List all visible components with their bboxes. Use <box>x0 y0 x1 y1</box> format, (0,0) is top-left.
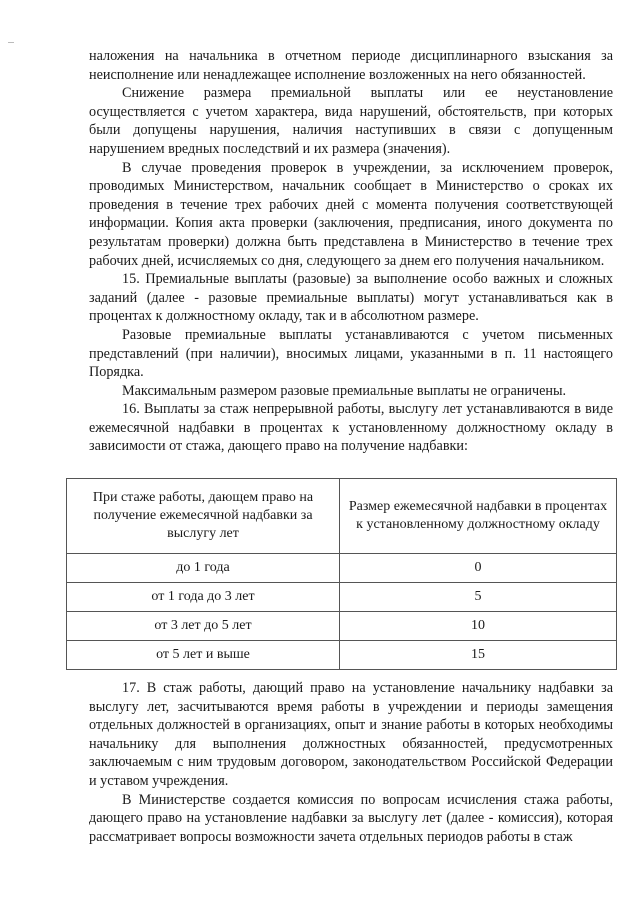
cell-period: до 1 года <box>67 554 340 583</box>
text-block-bottom <box>89 679 613 846</box>
table-row <box>67 583 617 612</box>
cell-percent: 15 <box>340 641 617 670</box>
paragraph-item-15: 15. Премиальные выплаты (разовые) за выполнение особо важных и сложных заданий (далее - разовые премиальные выплаты) могут устанавливаться как в процентах к должностному окладу, так и в абсолютном размере. <box>89 271 613 325</box>
paragraph-inspections: В случае проведения проверок в учреждении, за исключением проверок, проводимых Министерством, начальник сообщает в Министерство о сроках их проведения в течение трех рабочих дней с момента получения соответствующей информации. Копия акта проверки (заключения, предписания, иного документа по результатам проверки) должна быть представлена в Министерство в течение трех рабочих дней, исчисляемых со дня, следующего за днем его получения начальником. <box>89 159 613 269</box>
paragraph-bonus-reduction: Снижение размера премиальной выплаты или ее неустановление осуществляется с учетом характера, вида нарушений, обстоятельств, при которых были допущены нарушения, наличия наступивших в связи с допущенным нарушением вредных последствий и их размера (значения). <box>89 85 613 157</box>
table-header-row <box>67 479 617 554</box>
table-row <box>67 612 617 641</box>
paragraph-item-17: 17. В стаж работы, дающий право на установление начальнику надбавки за выслугу лет, засчитываются время работы в учреждении и периоды замещения отдельных должностей в организациях, опыт и знание работы в которых необходимы начальнику для выполнения должностных обязанностей, предусмотренных заключаемым с ним трудовым договором, законодательством Российской Федерации и уставом учреждения. <box>89 680 613 789</box>
text-block-top <box>89 47 613 456</box>
seniority-bonus-table <box>66 478 617 670</box>
paragraph-commission: В Министерстве создается комиссия по вопросам исчисления стажа работы, дающего право на установление надбавки за выслугу лет (далее - комиссия), которая рассматривает вопросы возможности зачета отдельных периодов работы в стаж <box>89 791 613 845</box>
header-service-period: При стаже работы, дающем право на получение ежемесячной надбавки за выслугу лет <box>67 479 340 554</box>
paragraph-continuation: наложения на начальника в отчетном периоде дисциплинарного взыскания за неисполнение или ненадлежащее исполнение возложенных на него обязанностей. <box>89 48 613 83</box>
cell-period: от 5 лет и выше <box>67 641 340 670</box>
cell-percent: 0 <box>340 554 617 583</box>
paragraph-one-time-bonus: Разовые премиальные выплаты устанавливаются с учетом письменных представлений (при наличии), вносимых лицами, указанными в п. 11 настоящего Порядка. <box>89 326 613 381</box>
table-row <box>67 554 617 583</box>
cell-period: от 3 лет до 5 лет <box>67 612 340 641</box>
header-bonus-percent: Размер ежемесячной надбавки в процентах к установленному должностному окладу <box>340 479 617 554</box>
paragraph-item-16: 16. Выплаты за стаж непрерывной работы, выслугу лет устанавливаются в виде ежемесячной надбавки в процентах к установленному должностному окладу в зависимости от стажа, дающего право на получение надбавки: <box>89 401 613 455</box>
scan-mark <box>8 42 14 43</box>
paragraph-max-bonus: Максимальным размером разовые премиальные выплаты не ограничены. <box>122 382 567 399</box>
cell-percent: 10 <box>340 612 617 641</box>
cell-period: от 1 года до 3 лет <box>67 583 340 612</box>
table-row <box>67 641 617 670</box>
cell-percent: 5 <box>340 583 617 612</box>
